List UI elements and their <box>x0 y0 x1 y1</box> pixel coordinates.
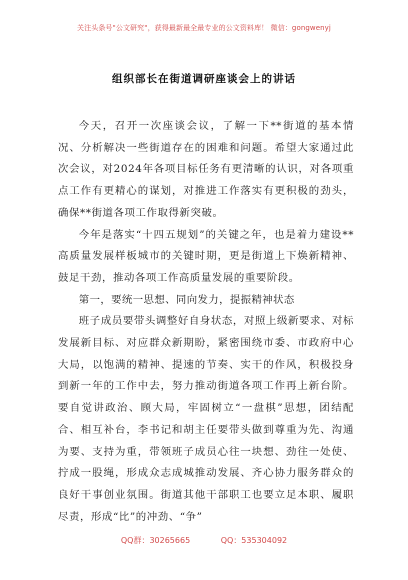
document-body <box>58 116 354 528</box>
document-title: 组织部长在街道调研座谈会上的讲话 <box>112 73 296 85</box>
header-banner: 关注头条号"公文研究"，获得最新最全最专业的公文资料库！ 微信：gongwenyj <box>77 24 331 32</box>
paragraph-context: 今年是落实“十四五规划”的关键之年，也是着力建设**高质量发展样板城市的关键时期，更是街道上下焕新精神、鼓足干劲，推动各项工作高质量发展的重要阶段。 <box>58 228 354 284</box>
footer-qq-group: QQ群：30265665 <box>120 536 191 545</box>
footer-qq-number: QQ：535304092 <box>220 536 288 545</box>
section-heading-1: 第一，要统一思想、同向发力，提振精神状态 <box>78 293 295 306</box>
paragraph-intro: 今天，召开一次座谈会议，了解一下**街道的基本情况、分析解决一些街道存在的困难和问题。希望大家通过此次会议，对2024年各项目标任务有更清晰的认识，对各项重点工作有更精心的谋划，对推进工作落实有更积极的劲头，确保**街道各项工作取得新突破。 <box>58 120 354 219</box>
paragraph-section-1: 班子成员要带头调整好自身状态，对照上级新要求、对标发展新目标、对应群众新期盼，紧密围绕市委、市政府中心大局，以饱满的精神、提速的节奏、实干的作风，积极投身到新一年的工作中去，努力推动街道各项工作再上新台阶。要自觉讲政治、顾大局，牢固树立“一盘棋”思想，团结配合、相互补台，李书记和胡主任要带头做到尊重为先、沟通为要、支持为重，带领班子成员心往一块想、劲往一处使、拧成一股绳，形成众志成城推动发展、齐心协力服务群众的良好干事创业氛围。街道其他干部职工也要立足本职、履职尽责，形成“比”的冲劲、“争” <box>58 315 354 523</box>
footer-contact <box>0 535 408 546</box>
